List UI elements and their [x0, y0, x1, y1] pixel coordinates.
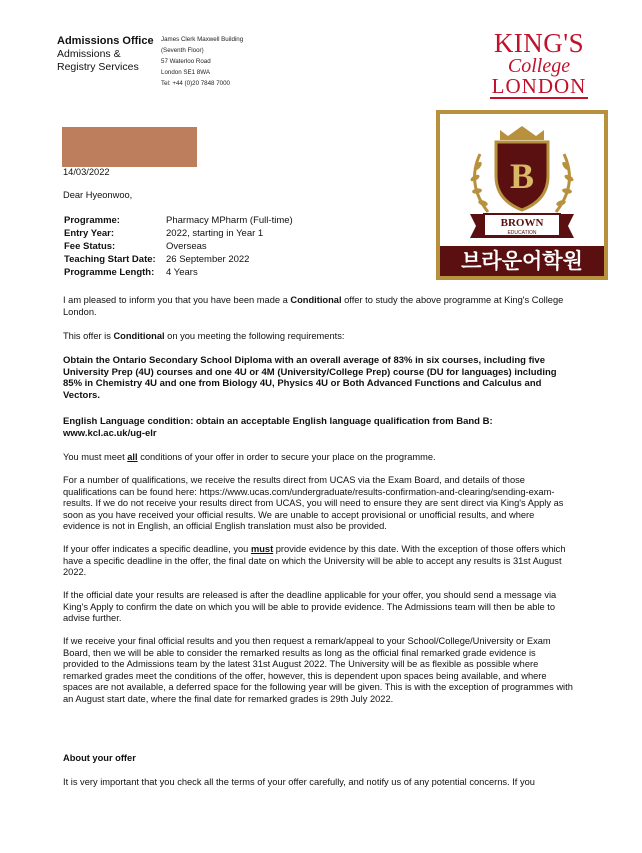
detail-label: Programme Length:: [64, 267, 155, 278]
office-title: Admissions Office: [57, 35, 154, 47]
deadline-must: must: [250, 544, 274, 554]
address-line: Tel: +44 (0)20 7848 7000: [161, 80, 230, 87]
about-offer-heading: About your offer: [63, 753, 136, 763]
address-line: 57 Waterloo Road: [161, 58, 211, 65]
redacted-address-block: [62, 127, 197, 167]
kcl-logo: [474, 30, 604, 99]
detail-value: 26 September 2022: [166, 254, 250, 265]
detail-row: [64, 240, 293, 253]
must-meet-post: conditions of your offer in order to secure your place on the programme.: [137, 452, 436, 462]
paragraph-terms: It is very important that you check all the terms of your offer carefully, and notify us of any potential concerns. If you: [63, 777, 535, 787]
detail-value: 2022, starting in Year 1: [166, 228, 264, 239]
letter-date: 14/03/2022: [63, 167, 110, 177]
paragraph-must-meet: [63, 452, 573, 464]
requirement-academic: Obtain the Ontario Secondary School Diploma with an overall average of 83% in six courses, including five University Prep (4U) courses and one 4U or 4M (University/College Prep) course (DU for languages) including 85% in Chemistry 4U and one from Biology 4U, Physics 4U or Both Advanced Functions and Calculus and Vectors.: [63, 355, 557, 401]
must-meet-pre: You must meet: [63, 452, 128, 462]
paragraph-offer: [63, 295, 573, 318]
detail-label: Teaching Start Date:: [64, 254, 156, 265]
deadline-post: provide evidence by this date. With the exception of those offers which have a specific deadline in the offer, the final date on which the University will be able to accept any results is 31st August 2022.: [63, 544, 566, 578]
must-meet-all: all: [127, 452, 138, 462]
requirement-english: English Language condition: obtain an acceptable English language qualification from Band B: www.kcl.ac.uk/ug-elr: [63, 416, 493, 439]
kcl-logo-line3: LONDON: [491, 74, 587, 98]
detail-value: 4 Years: [166, 267, 198, 278]
paragraph-release-date: If the official date your results are released is after the deadline applicable for your offer, you should send a message via King's Apply to confirm the date on which you will be able to provide evidence. The Admissions team will then be able to advise further.: [63, 590, 557, 624]
paragraph-ucas: For a number of qualifications, we receive the results direct from UCAS via the Exam Board, and details of those qualifications can be found here: https://www.ucas.com/undergraduate/results-confirmation-and-clearing/sending-exam-results. If we do not receive your results direct from UCAS, you will need to ensure they are sent direct via King's Apply as soon as you have received your official results. We are unable to accept provisional or unofficial results, and where evidence is not in English, an official English translation must also be provided.: [63, 475, 564, 532]
paragraph-remark: If we receive your final official results and you then request a remark/appeal to your School/College/University or Exam Board, then we will be able to consider the remarked results as long as the official final remarked grade evidence is provided to the Admissions team by the latest 31st August 2022. The University will be as flexible as possible where remarked grades meet the conditions of the offer, however, this is dependent upon spaces being available, and where spaces are not available, a deferred space for the following year will be given. This is with the exception of programmes with an August start date, where the final date for remarked grades is 29th July 2022.: [63, 636, 573, 704]
detail-row: [64, 227, 293, 240]
badge-letter: B: [509, 156, 535, 196]
address-line: (Seventh Floor): [161, 47, 204, 54]
detail-row: [64, 253, 293, 266]
offer-text-post: offer to study the above programme at King's College London.: [63, 295, 564, 317]
deadline-pre: If your offer indicates a specific deadline, you: [63, 544, 251, 554]
conditional-post: on you meeting the following requirements:: [164, 331, 345, 341]
detail-row: [64, 214, 293, 227]
salutation: Dear Hyeonwoo,: [63, 190, 133, 200]
detail-value: Overseas: [166, 241, 207, 252]
detail-value: Pharmacy MPharm (Full-time): [166, 215, 293, 226]
office-subtitle-1: Admissions &: [57, 48, 121, 60]
detail-label: Entry Year:: [64, 228, 114, 239]
programme-details: [64, 214, 293, 279]
badge-ribbon-sub: EDUCATION: [507, 230, 537, 236]
address-line: James Clerk Maxwell Building: [161, 36, 244, 43]
offer-type: Conditional: [290, 295, 342, 305]
offer-text-pre: I am pleased to inform you that you have been made a: [63, 295, 291, 305]
paragraph-deadline: [63, 544, 573, 579]
badge-korean-label: 브라운어학원: [440, 246, 604, 276]
conditional-pre: This offer is: [63, 331, 114, 341]
kcl-logo-line2: College: [507, 55, 571, 77]
conditional-word: Conditional: [113, 331, 165, 341]
office-subtitle-2: Registry Services: [57, 61, 139, 73]
address-line: London SE1 8WA: [161, 69, 210, 76]
detail-label: Programme:: [64, 215, 120, 226]
kcl-logo-line1: KING'S: [493, 28, 585, 58]
detail-label: Fee Status:: [64, 241, 116, 252]
detail-row: [64, 266, 293, 279]
paragraph-conditional: [63, 331, 573, 343]
badge-ribbon-text: BROWN: [500, 217, 544, 229]
office-address: [161, 34, 243, 89]
office-block: [57, 35, 154, 74]
